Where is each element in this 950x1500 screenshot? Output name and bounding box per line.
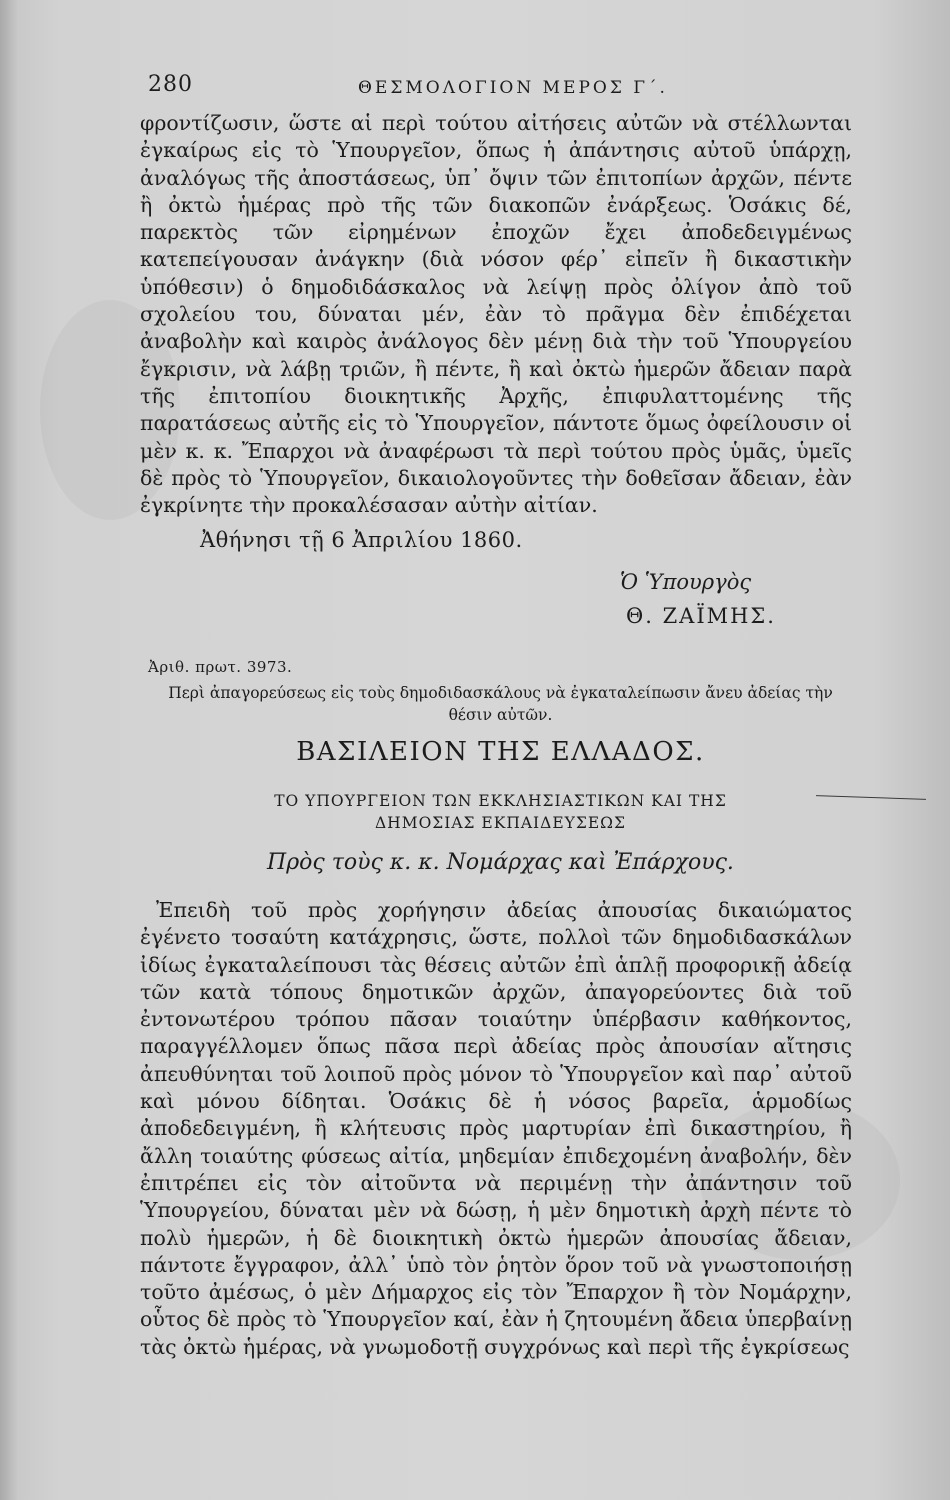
signer-name: Θ. ΖΑΪΜΗΣ. (626, 604, 776, 628)
ministry-line-2: ΔΗΜΟΣΙΑΣ ΕΚΠΑΙΔΕΥΣΕΩΣ (374, 814, 626, 832)
running-title: ΘΕΣΜΟΛΟΓΙΟΝ ΜΕΡΟΣ Γ΄. (358, 78, 668, 98)
dateline: Ἀθήνησι τῇ 6 Ἀπριλίου 1860. (200, 528, 523, 552)
circular-subject: Περὶ ἀπαγορεύσεως εἰς τοὺς δημοδιδασκάλους νὰ ἐγκαταλείπωσιν ἄνευ ἀδείας τὴν θέσιν αὐτῶν. (168, 684, 833, 724)
circular-two-body: Ἐπειδὴ τοῦ πρὸς χορήγησιν ἀδείας ἀπουσίας δικαιώματος ἐγένετο τοσαύτη κατάχρησις, ὥστε, πολλοὶ τῶν δημοδιδασκάλων ἰδίως ἐγκαταλείπουσι τὰς θέσεις αὐτῶν ἐπὶ ἁπλῇ προφορικῇ ἀδείᾳ τῶν κατὰ τόπους δημοτικῶν ἀρχῶν, ἀπαγορεύοντες διὰ τοῦ ἐντονωτέρου τρόπου πᾶσαν τοιαύτην ὑπέρβασιν καθήκοντος, παραγγέλλομεν ὅπως πᾶσα περὶ ἀδείας πρὸς ἀπουσίαν αἴτησις ἀπευθύνηται τοῦ λοιποῦ πρὸς μόνον τὸ Ὑπουργεῖον καὶ παρ᾽ αὐτοῦ καὶ μόνου δίδηται. Ὁσάκις δὲ ἡ νόσος βαρεῖα, ἁρμοδίως ἀποδεδειγμένη, ἢ κλήτευσις πρὸς μαρτυρίαν ἐπὶ δικαστηρίου, ἢ ἄλλη τοιαύτης φύσεως αἰτία, μηδεμίαν ἐπιδεχομένη ἀναβολήν, δὲν ἐπιτρέπει εἰς τὸν αἰτοῦντα νὰ περιμένῃ τὴν ἀπάντησιν τοῦ Ὑπουργείου, δύναται μὲν νὰ δώσῃ, ἡ μὲν δημοτικὴ ἀρχὴ πέντε τὸ πολὺ ἡμερῶν, ἡ δὲ διοικητικὴ ὀκτὼ ἡμερῶν ἀπουσίας ἄδειαν, πάντοτε ἔγγραφον, ἀλλ᾽ ὑπὸ τὸν ῥητὸν ὅρον τοῦ νὰ γνωστοποιήσῃ τοῦτο ἀμέσως, ὁ μὲν Δήμαρχος εἰς τὸν Ἔπαρχον ἢ τὸν Νομάρχην, οὗτος δὲ πρὸς τὸ Ὑπουργεῖον καί, ἐὰν ἡ ζητουμένη ἄδεια ὑπερβαίνῃ τὰς ὀκτὼ ἡμέρας, νὰ γνωμοδοτῇ συγχρόνως καὶ περὶ τῆς ἐγκρίσεως (140, 898, 852, 1359)
protocol-number: Ἀριθ. πρωτ. 3973. (148, 658, 293, 676)
ministry-heading (148, 790, 853, 834)
addressee: Πρὸς τοὺς κ. κ. Νομάρχας καὶ Ἐπάρχους. (267, 850, 734, 875)
page-number: 280 (148, 72, 193, 97)
kingdom-heading: ΒΑΣΙΛΕΙΟΝ ΤΗΣ ΕΛΛΑΔΟΣ. (296, 737, 705, 767)
page-header (148, 72, 848, 106)
circular-one-body: φροντίζωσιν, ὥστε αἱ περὶ τούτου αἰτήσεις αὐτῶν νὰ στέλλωνται ἐγκαίρως εἰς τὸ Ὑπουργεῖον, ὅπως ἡ ἀπάντησις αὐτοῦ ὑπάρχῃ, ἀναλόγως τῆς ἀποστάσεως, ὑπ᾽ ὄψιν τῶν ἐπιτοπίων ἀρχῶν, πέντε ἢ ὀκτὼ ἡμέρας πρὸ τῆς τῶν διακοπῶν ἐνάρξεως. Ὁσάκις δέ, παρεκτὸς τῶν εἰρημένων ἐποχῶν ἔχει ἀποδεδειγμένως κατεπείγουσαν ἀνάγκην (διὰ νόσον φέρ᾽ εἰπεῖν ἢ δικαστικὴν ὑπόθεσιν) ὁ δημοδιδάσκαλος νὰ λείψῃ πρὸς ὀλίγον ἀπὸ τοῦ σχολείου του, δύναται μέν, ἐὰν τὸ πρᾶγμα δὲν ἐπιδέχεται ἀναβολὴν καὶ καιρὸς ἀνάλογος δὲν μένῃ διὰ τὴν τοῦ Ὑπουργείου ἔγκρισιν, νὰ λάβῃ τριῶν, ἢ πέντε, ἢ καὶ ὀκτὼ ἡμερῶν ἄδειαν παρὰ τῆς ἐπιτοπίου διοικητικῆς Ἀρχῆς, ἐπιφυλαττομένης τῆς παρατάσεως αὐτῆς εἰς τὸ Ὑπουργεῖον, πάντοτε ὅμως ὀφείλουσιν οἱ μὲν κ. κ. Ἔπαρχοι νὰ ἀναφέρωσι τὰ περὶ τούτου πρὸς ὑμᾶς, ὑμεῖς δὲ πρὸς τὸ Ὑπουργεῖον, δικαιολογοῦντες τὴν δοθεῖσαν ἄδειαν, ἐὰν ἐγκρίνητε τὴν προκαλέσασαν αὐτὴν αἰτίαν. (140, 111, 852, 518)
signer-title: Ὁ Ὑπουργὸς (620, 570, 752, 594)
ministry-line-1: ΤΟ ΥΠΟΥΡΓΕΙΟΝ ΤΩΝ ΕΚΚΛΗΣΙΑΣΤΙΚΩΝ ΚΑΙ ΤΗΣ (274, 792, 727, 810)
